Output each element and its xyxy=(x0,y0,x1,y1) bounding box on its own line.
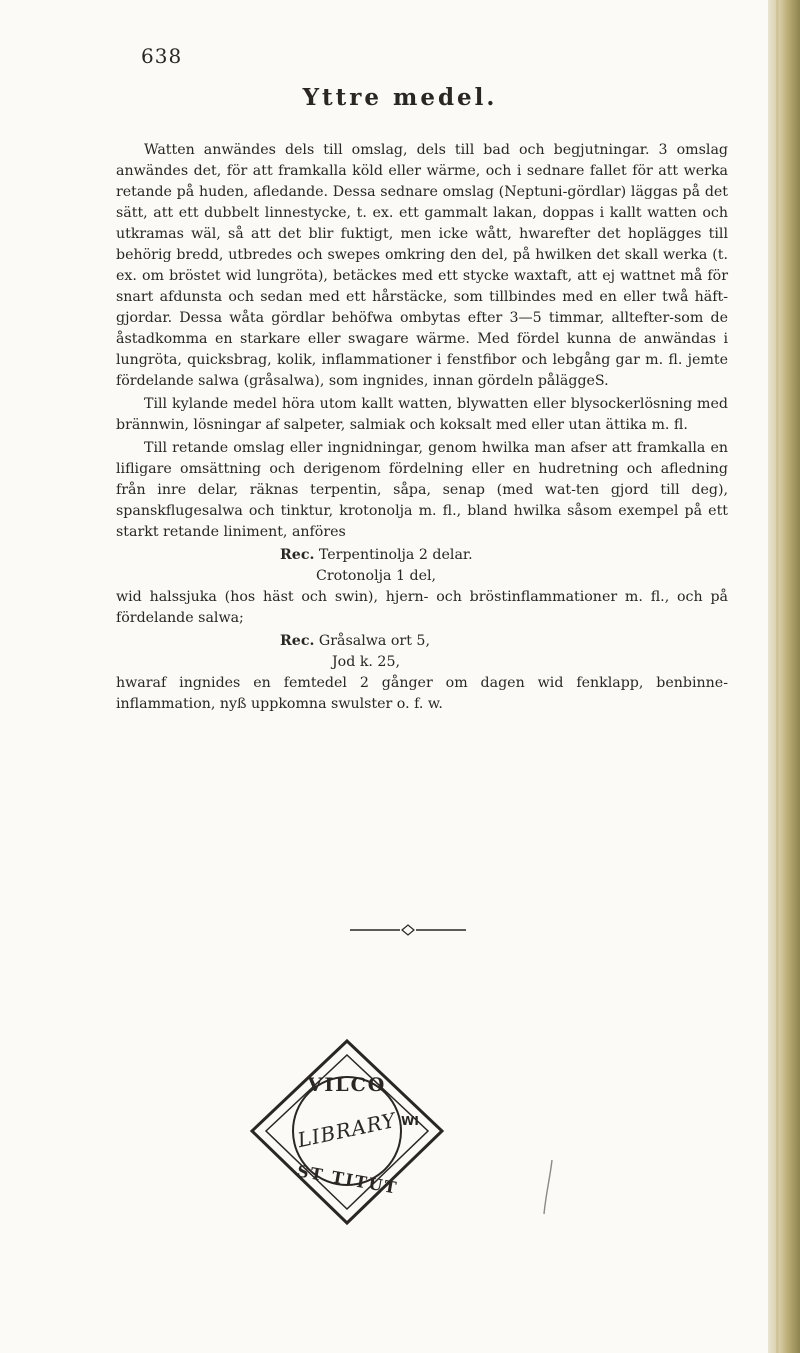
page-number: 638 xyxy=(141,44,183,68)
end-ornament xyxy=(348,924,468,936)
rec-label: Rec. xyxy=(280,633,315,649)
stamp-top-text: VILCO xyxy=(307,1074,387,1096)
prescription-2-ingredient-2: Jod k. 25, xyxy=(332,654,401,670)
page-edge xyxy=(768,0,800,1353)
stamp-middle-text: LIBRARY xyxy=(295,1107,399,1153)
prescription-1-line-1 xyxy=(116,545,728,566)
body-text xyxy=(116,140,728,717)
prescription-1-ingredient-1: Terpentinolja 2 delar. xyxy=(318,547,473,563)
pencil-mark xyxy=(538,1158,558,1218)
paragraph-halssjuka: wid halssjuka (hos häst och swin), hjern- och bröstinflammationer m. fl., och på fördelande salwa; xyxy=(116,589,728,626)
paragraph-closing: hwaraf ingnides en femtedel 2 gånger om dagen wid fenklapp, benbinne-inflammation, nyß uppkomna swulster o. f. w. xyxy=(116,675,728,712)
prescription-2-ingredient-1: Gråsalwa ort 5, xyxy=(318,633,430,649)
stamp-bottom-text: ST TITUT xyxy=(295,1161,400,1198)
rec-label: Rec. xyxy=(280,547,315,563)
running-head: Yttre medel. xyxy=(302,84,498,111)
paragraph-retande-omslag: Till retande omslag eller ingnidningar, genom hwilka man afser att framkalla en lifligare omsättning och derigenom fördelning eller en hudretning och afledning från inre delar, räknas terpentin, såpa, senap (med wat-ten gjord till deg), spanskflugesalwa och tinktur, krotonolja m. fl., bland hwilka såsom exempel på ett starkt retande liniment, anföres xyxy=(116,440,728,540)
paragraph-kylande-medel: Till kylande medel höra utom kallt watten, blywatten eller blysockerlösning med brännwin, lösningar af salpeter, salmiak och koksalt med eller utan ättika m. fl. xyxy=(116,396,728,433)
paragraph-watten: Watten anwändes dels till omslag, dels till bad och begjutningar. 3 omslag anwändes det, för att framkalla köld eller wärme, och i sednare fallet för att werka retande på huden, afledande. Dessa sednare omslag (Neptuni-gördlar) läggas på det sätt, att ett dubbelt linnestycke, t. ex. ett gammalt lakan, doppas i kallt watten och utkramas wäl, så att det blir fuktigt, men icke wått, hwarefter det hoplägges till behörig bredd, utbredes och swepes omkring den del, på hwilken det skall werka (t. ex. om bröstet wid lungröta), betäckes med ett stycke waxtaft, att ej wattnet må för snart afdunsta och sedan med ett hårstäcke, som tillbindes med en eller twå häft-gjordar. Dessa wåta gördlar behöfwa ombytas efter 3—5 timmar, alltefter-som de åstadkomma en starkare eller swagare wärme. Med fördel kunna de anwändas i lungröta, quicksbrag, kolik, inflammationer i fenstfibor och lebgång gar m. fl. jemte fördelande salwa (gråsalwa), som ingnides, innan gördeln påläggeS. xyxy=(116,142,728,389)
stamp-symbol: WI xyxy=(401,1114,419,1128)
prescription-1-ingredient-2: Crotonolja 1 del, xyxy=(316,568,437,584)
library-stamp xyxy=(242,1033,452,1233)
prescription-2-line-1 xyxy=(116,631,728,652)
